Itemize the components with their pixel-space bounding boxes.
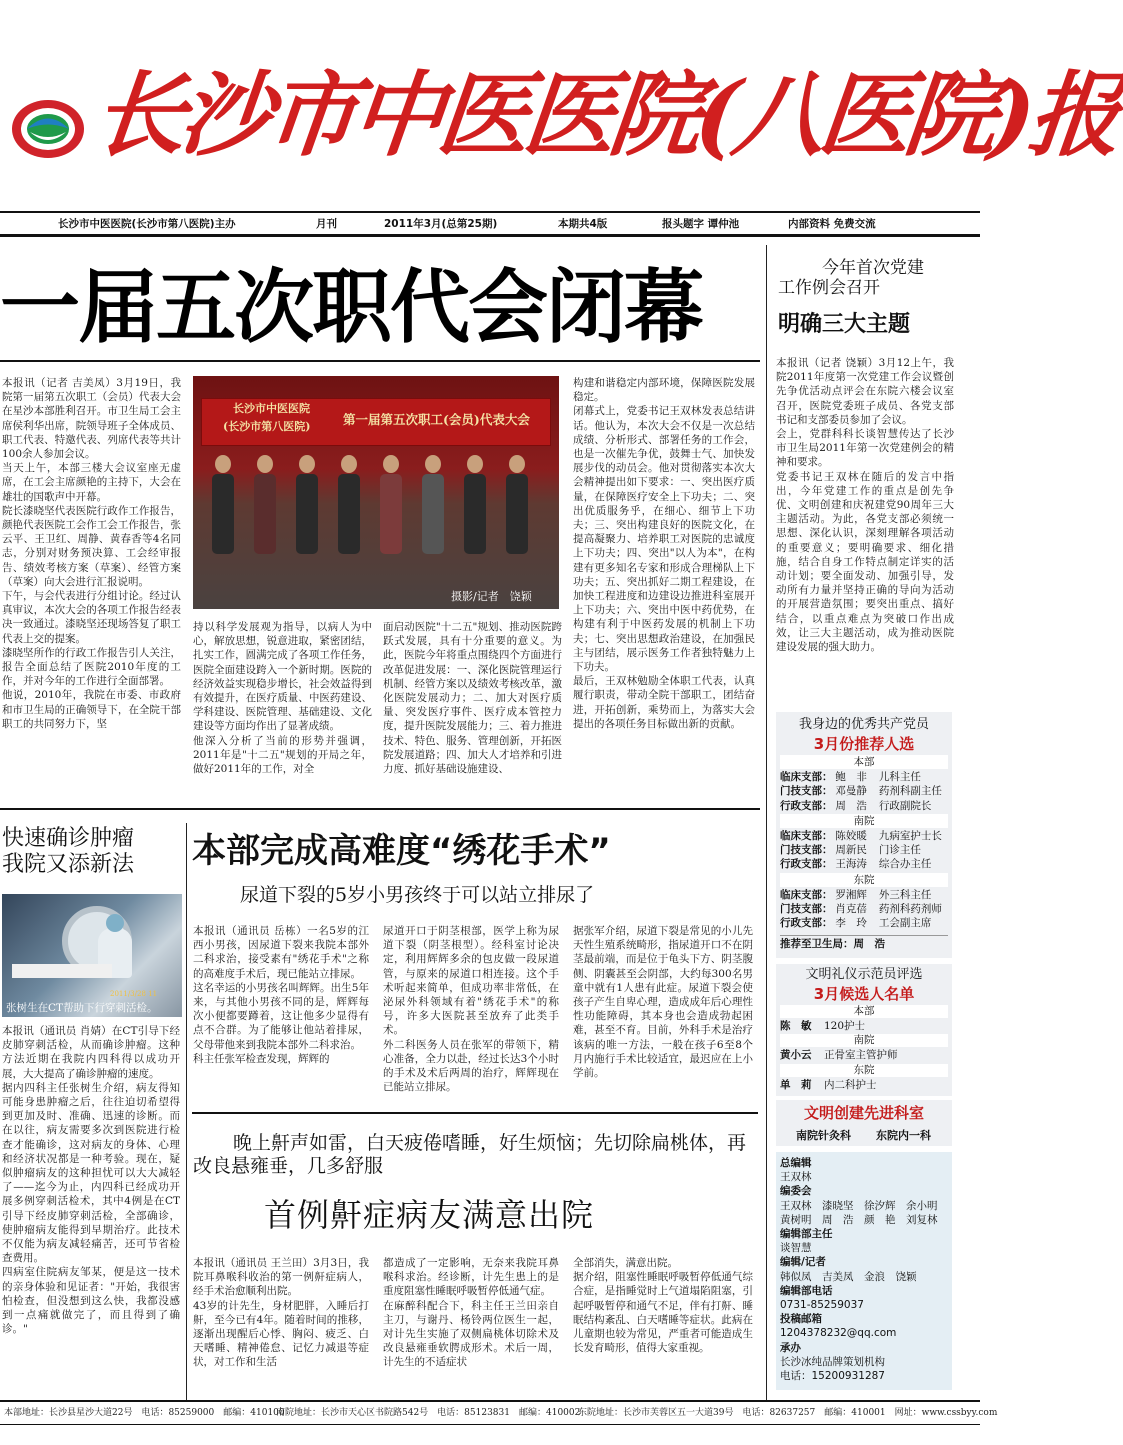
party-member-dept: 工会副主席	[878, 917, 932, 930]
photo-banner-text-2: (长沙市第八医院)	[223, 420, 311, 433]
lead-column-3: 面启动医院"十二五"规划、推动医院跨跃式发展，具有十分重要的意义。为此，医院今年将重点围绕四个方面进行改革促进发展：一、深化医院管理运行机制、经管方案以及绩效考核改革，激化医院发展动力；二、加大对医疗质量、突发医疗事件、医疗成本管控力度，提升医院发展能力；三、着力推进技术、特色、服务、管理创新，开拓医院发展道路；四、加大人才培养和引进力度、抓好基础设施建设、	[383, 621, 562, 776]
lead-column-4: 构建和谐稳定内部环境，保障医院发展稳定。 闭幕式上，党委书记王双林发表总结讲话。他认为，本次大会不仅是一次总结成绩、分析形式、部署任务的工作会，也是一次催先争优，鼓舞士气、加快发展步伐的动员会。他对贯彻落实本次大会精神提出如下要求：一、突出医疗质量，在保障医疗安全上下功夫；二、突出优质服务乎，在细心、细节上下功夫；三、突出构建良好的医院文化，在提高凝聚力、培养职工对医院的忠诚度上下功夫；四、突出"以人为本"，在构建有更多知名专家和形成合理梯队上下功夫；五、突出抓好二期工程建设，在加快工程进度和边建设边推进科室展开上下功夫；六、突出中医中药优势，在构建有利于中医药发展的机制上下功夫；七、突出思想政治建设，在加强民主与团结，展示医务工作者独特魅力上下功夫。 最后，王双林勉励全体职工代表，认真履行职责，带动全院干部职工，团结奋进，开拓创新，乘势而上，为落实大会提出的各项任务目标做出新的贡献。	[573, 377, 755, 730]
staff-value: 黄树明 周 浩 颜 艳 刘复林	[780, 1213, 938, 1226]
party-member-role: 行政支部：	[780, 799, 833, 812]
footer-address-east: 东院地址：长沙市芙蓉区五一大道39号 电话：82637257 邮编：410001 网址：www.cssbyy.com	[578, 1408, 998, 1418]
party-member-person: 陈姣暖	[835, 829, 867, 842]
party-member-row	[780, 888, 948, 902]
photo-banner-text-3: 第一届第五次职工(会员)代表大会	[343, 412, 530, 427]
info-bar	[0, 215, 980, 233]
surgery-column-3: 据张军介绍，尿道下裂是常见的小儿先天性生殖系统畸形，指尿道开口不在阴茎最前端，而是位于龟头下方、阴茎腹侧、阴囊甚至会阴部，大约每300名男童中就有1人患有此症。尿道下裂会使孩子产生自卑心理，造成成年后心理性性功能障碍，其本身也会造成勃起困难，甚至不育。目前，外科手术是治疗该病的唯一方法，一般在孩子6至8个月内施行手术比较适宜，最迟应在上小学前。	[573, 925, 753, 1080]
staff-value: 长沙冰纯品牌策划机构	[780, 1355, 885, 1368]
publisher: 长沙市中医医院(长沙市第八医院)主办	[58, 218, 236, 230]
party-member-person: 鲍 非	[835, 771, 867, 783]
distribution: 内部资料 免费交流	[788, 218, 876, 230]
snoring-column-3: 全部消失，满意出院。 据介绍，阻塞性睡眠呼吸暂停低通气综合症，是指睡觉时上气道塌陷阻塞，引起呼吸暂停和通气不足，伴有打鼾、睡眠结构紊乱、白天嗜睡等症状。此病在儿童期也较为常见，严重者可能造成生长发育畸形，值得大家重视。	[573, 1257, 753, 1355]
photo-people	[203, 450, 549, 560]
staff-label: 编委会	[780, 1185, 812, 1198]
staff-label: 承办	[780, 1341, 801, 1354]
party-member-box	[776, 712, 952, 958]
party-member-row	[780, 770, 948, 784]
civility-candidate-row	[780, 1048, 948, 1062]
party-section-header: 东院	[780, 873, 948, 887]
staff-value: 0731-85259037	[780, 1299, 864, 1312]
lead-photo	[193, 376, 559, 609]
party-member-person: 周 浩	[835, 799, 867, 812]
party-member-dept: 药剂科药剂师	[878, 903, 942, 916]
party-member-row	[780, 784, 948, 798]
staff-value: 谈智慧	[780, 1242, 812, 1255]
staff-value: 王双林 漆晓坚 徐汐辉 余小明	[780, 1199, 938, 1212]
party-member-dept: 行政副院长	[878, 799, 932, 812]
party-box-list	[780, 754, 948, 952]
civility-section-header: 南院	[780, 1034, 948, 1047]
surgery-column-2: 尿道开口于阴茎根部，医学上称为尿道下裂（阴茎根型）。经科室讨论决定，利用辉辉多余的包皮做一段尿道管，与原来的尿道口相连接。这个手术听起来简单，但成功率非常低，在泌尿外科领域有着"绣花手术"的称号，许多大医院甚至放弃了此类手术。 外二科医务人员在张军的带领下，精心准备，全力以赴，经过长达3个小时的手术及术后两周的治疗，辉辉现在已能站立排尿。	[383, 925, 559, 1094]
party-member-dept: 九病室护士长	[878, 829, 942, 842]
side-kicker-2: 工作例会召开	[778, 278, 880, 298]
masthead	[0, 0, 1121, 212]
tumor-headline-2: 我院又添新法	[2, 852, 135, 877]
frequency: 月刊	[316, 218, 337, 230]
civility-candidate-row	[780, 1019, 948, 1033]
party-section-header: 本部	[780, 755, 948, 769]
snoring-kicker: 晚上鼾声如雷，白天疲倦嗜睡，好生烦恼；先切除扁桃体，再改良悬雍垂，几多舒服	[193, 1132, 747, 1177]
party-member-dept: 药剂科副主任	[878, 785, 942, 798]
staff-value: 韩似凤 吉美凤 金浪 饶颖	[780, 1270, 917, 1283]
civility-candidate-person: 单 莉	[780, 1078, 812, 1091]
party-member-role: 门技支部：	[780, 903, 833, 916]
party-member-row	[780, 857, 948, 871]
civility-section-header: 东院	[780, 1064, 948, 1077]
party-member-dept: 外三科主任	[878, 888, 932, 901]
tumor-headline-1: 快速确诊肿瘤	[2, 826, 135, 851]
dept-box-title: 文明创建先进科室	[803, 1104, 924, 1122]
party-member-person: 周新民	[835, 844, 867, 857]
photo-credit: 摄影/记者 饶颖	[451, 590, 532, 603]
party-member-role: 临床支部：	[780, 888, 833, 901]
party-member-row	[780, 829, 948, 843]
civility-candidate-dept: 120护士	[824, 1020, 866, 1032]
tumor-photo-caption: 张树生在CT帮助下行穿刺活检。	[6, 1002, 158, 1014]
party-box-title: 我身边的优秀共产党员	[798, 717, 929, 732]
party-member-dept: 综合办主任	[878, 858, 932, 871]
staff-label: 投稿邮箱	[780, 1313, 822, 1326]
staff-box	[776, 1152, 952, 1390]
party-box-footer: 推荐至卫生局：周 浩	[780, 935, 948, 952]
party-member-row	[780, 916, 948, 930]
dept-box-item-2: 东院内一科	[876, 1129, 931, 1142]
side-top-body: 本报讯（记者 饶颖）3月12上午，我院2011年度第一次党建工作会议暨创先争优活动点评会在东院六楼会议室召开，医院党委班子成员、各党支部书记和支部委员参加了会议。 会上，党群科科长谈智慧传达了长沙市卫生局2011年第一次党建例会的精神和要求。 党委书记王双林在随后的发言中指出，今年党建工作的重点是创先争优、文明创建和庆祝建党90周年三大主题活动。为此，各党支部必须统一思想、深化认识，深刻理解各项活动的重要意义；要明确要求、细化措施，结合自身工作特点制定详实的活动计划；要全面发动、加强引导，发动所有力量并坚持正确的导向为活动的开展营造氛围；要突出重点、搞好结合，以重点难点为突破口作出成效，让三大主题活动，成为推动医院建设发展的强大助力。	[776, 357, 954, 654]
party-box-subtitle: 3月份推荐人选	[813, 735, 915, 753]
masthead-title: 长沙市中医医院(八医院)报	[88, 61, 1121, 169]
civility-candidate-dept: 内二科护士	[824, 1078, 877, 1091]
issue-date: 2011年3月(总第25期)	[384, 218, 498, 230]
snoring-column-2: 都造成了一定影响，无奈来我院耳鼻喉科求治。经诊断，计先生患上的是重度阻塞性睡眠呼吸暂停低通气症。 在麻醉科配合下，科主任王兰田亲自主刀，与谢丹、杨铃两位医生一起，对计先生实施了双侧扁桃体切除术及改良悬雍垂软腭成形术。术后一周，计先生的不适症状	[383, 1257, 559, 1369]
party-member-dept: 门诊主任	[878, 844, 921, 857]
side-kicker-1: 今年首次党建	[822, 258, 924, 278]
inscription: 报头题字 谭仲池	[662, 218, 740, 230]
page-count: 本期共4版	[558, 218, 608, 230]
civility-section-header: 本部	[780, 1005, 948, 1018]
tumor-body: 本报讯（通讯员 肖婧）在CT引导下经皮肺穿刺活检，从而确诊肿瘤。这种方法近期在我院内四科得以成功开展，大大提高了确诊肿瘤的速度。 据内四科主任张树生介绍，病友得知可能身患肿瘤之后，往往迫切希望得到更加及时、准确、迅速的诊断。而在以往，病友需要多次到医院进行检查才能确诊，这对病友的身体、心理和经济状况都是一种考验。现在，疑似肿瘤病友的这种担忧可以大大减轻了——迄今为止，内四科已经成功开展多例穿刺活检术，其中4例是在CT引导下经皮肺穿刺活检，全部确诊，使肿瘤病友能得到早期治疗。此技术不仅能为病友减轻痛苦，还可节省检查费用。 四病室住院病友邹某，便是这一技术的亲身体验和见证者："开始，我很害怕检查，但没想到这么快，我都没感到一点痛就做完了，而且得到了确诊。"	[2, 1025, 180, 1336]
surgery-column-1: 本报讯（通讯员 岳栋）一名5岁的江西小男孩，因尿道下裂来我院本部外二科求治，接受素有"绣花手术"之称的高难度手术后，现已能站立排尿。 这名幸运的小男孩名叫辉辉。出生5年来，与其他小男孩不同的是，辉辉每次小便都要蹲着，这让他多少显得有点不合群。为了能够让他站着排尿，父母带他来到我院本部外二科求治。 科主任张军检查发现，辉辉的	[193, 925, 369, 1065]
dept-box-item-1: 南院针灸科	[796, 1129, 851, 1142]
tumor-photo	[2, 894, 182, 1017]
party-member-role: 行政支部：	[780, 858, 833, 871]
civility-candidate-row	[780, 1078, 948, 1092]
staff-value: 王双林	[780, 1171, 812, 1184]
footer-address-south: 南院地址：长沙市天心区书院路542号 电话：85123831 邮编：410002	[276, 1408, 581, 1418]
dept-box	[776, 1100, 952, 1146]
party-member-role: 临床支部：	[780, 829, 833, 842]
party-member-person: 邓曼静	[835, 785, 867, 798]
footer-address-main: 本部地址：长沙县星沙大道22号 电话：85259000 邮编：410100	[4, 1408, 285, 1418]
surgery-subhead: 尿道下裂的5岁小男孩终于可以站立排尿了	[240, 884, 595, 906]
party-member-person: 肖克蓓	[835, 903, 867, 916]
civility-candidate-person: 陈 敏	[780, 1020, 812, 1032]
surgery-headline: 本部完成高难度“绣花手术”	[192, 831, 611, 871]
party-member-person: 罗湘辉	[835, 888, 867, 901]
party-member-person: 王海涛	[835, 858, 867, 871]
party-member-row	[780, 843, 948, 857]
staff-label: 编辑部电话	[780, 1284, 833, 1297]
snoring-column-1: 本报讯（通讯员 王兰田）3月3日，我院耳鼻喉科收治的第一例鼾症病人，经手术治愈顺利出院。 43岁的计先生，身材肥胖，入睡后打鼾，至今已有4年。随着时间的推移，逐渐出现醒后心悸、胸闷、疲乏、白天嗜睡、精神倦怠、记忆力减退等症状，对工作和生活	[193, 1257, 369, 1369]
lead-column-1: 本报讯（记者 吉美凤）3月19日，我院第一届第五次职工（会员）代表大会在星沙本部胜利召开。市卫生局工会主席侯利华出席，院领导班子全体成员、职工代表、特邀代表、列席代表等共计100余人参加会议。 当天上午，本部三楼大会议室座无虚席，在工会主席颜艳的主持下，大会在雄壮的国歌声中开幕。 院长漆晓坚代表医院行政作工作报告，颜艳代表医院工会作工会工作报告，张云平、王卫红、周静、黄春香等4名同志，分别对财务预决算、工会经审报告、绩效考核方案（草案）、经管方案（草案）向大会进行汇报说明。 下午，与会代表进行分组讨论。经过认真审议，本次大会的各项工作报告经表决一致通过。漆晓坚还现场答复了职工代表上交的提案。 漆晓坚所作的行政工作报告引人关注，报告全面总结了医院2010年度的工作，并对今年的工作进行全面部署。 他说，2010年，我院在市委、市政府和市卫生局的正确领导下，在全院干部职工的共同努力下，坚	[2, 377, 181, 730]
party-member-role: 行政支部：	[780, 917, 833, 930]
staff-value: 电话：15200931287	[780, 1370, 885, 1383]
staff-list	[780, 1156, 950, 1383]
civility-box-title: 文明礼仪示范员评选	[805, 967, 923, 982]
civility-box	[776, 964, 952, 1096]
civility-box-subtitle: 3月候选人名单	[813, 985, 915, 1003]
lead-headline: 一届五次职代会闭幕	[0, 261, 702, 354]
party-member-role: 门技支部：	[780, 844, 833, 857]
tumor-photo-date: 2011/3/28 11	[110, 990, 158, 998]
party-member-role: 临床支部：	[780, 771, 833, 783]
party-member-row	[780, 902, 948, 916]
lead-column-2: 持以科学发展观为指导，以病人为中心，解放思想，锐意进取，紧密团结，扎实工作，圆满完成了各项工作任务，医院全面建设跨入一个新时期。医院的经济效益实现稳步增长，社会效益得到有效提升，在医疗质量、中医药建设、学科建设、医院管理、基础建设、文化建设等方面均作出了显著成绩。 他深入分析了当前的形势并强调，2011年是"十二五"规划的开局之年，做好2011年的工作，对全	[193, 621, 372, 776]
hospital-logo	[10, 98, 86, 160]
civility-candidate-dept: 正骨室主管护师	[824, 1049, 898, 1062]
staff-label: 总编辑	[780, 1157, 812, 1169]
side-headline: 明确三大主题	[778, 312, 911, 337]
staff-label: 编辑部主任	[780, 1228, 833, 1241]
party-member-dept: 儿科主任	[878, 771, 921, 783]
snoring-headline: 首例鼾症病友满意出院	[264, 1196, 595, 1234]
party-member-person: 李 玲	[835, 917, 867, 930]
staff-label: 编辑/记者	[780, 1256, 826, 1269]
party-member-row	[780, 799, 948, 813]
photo-banner-text-1: 长沙市中医医院	[233, 402, 310, 415]
party-member-role: 门技支部：	[780, 785, 833, 798]
civility-candidate-person: 黄小云	[780, 1049, 812, 1062]
footer-bar	[0, 1404, 998, 1422]
party-section-header: 南院	[780, 814, 948, 828]
civility-box-list	[780, 1004, 948, 1092]
staff-value: 1204378232@qq.com	[780, 1327, 897, 1340]
